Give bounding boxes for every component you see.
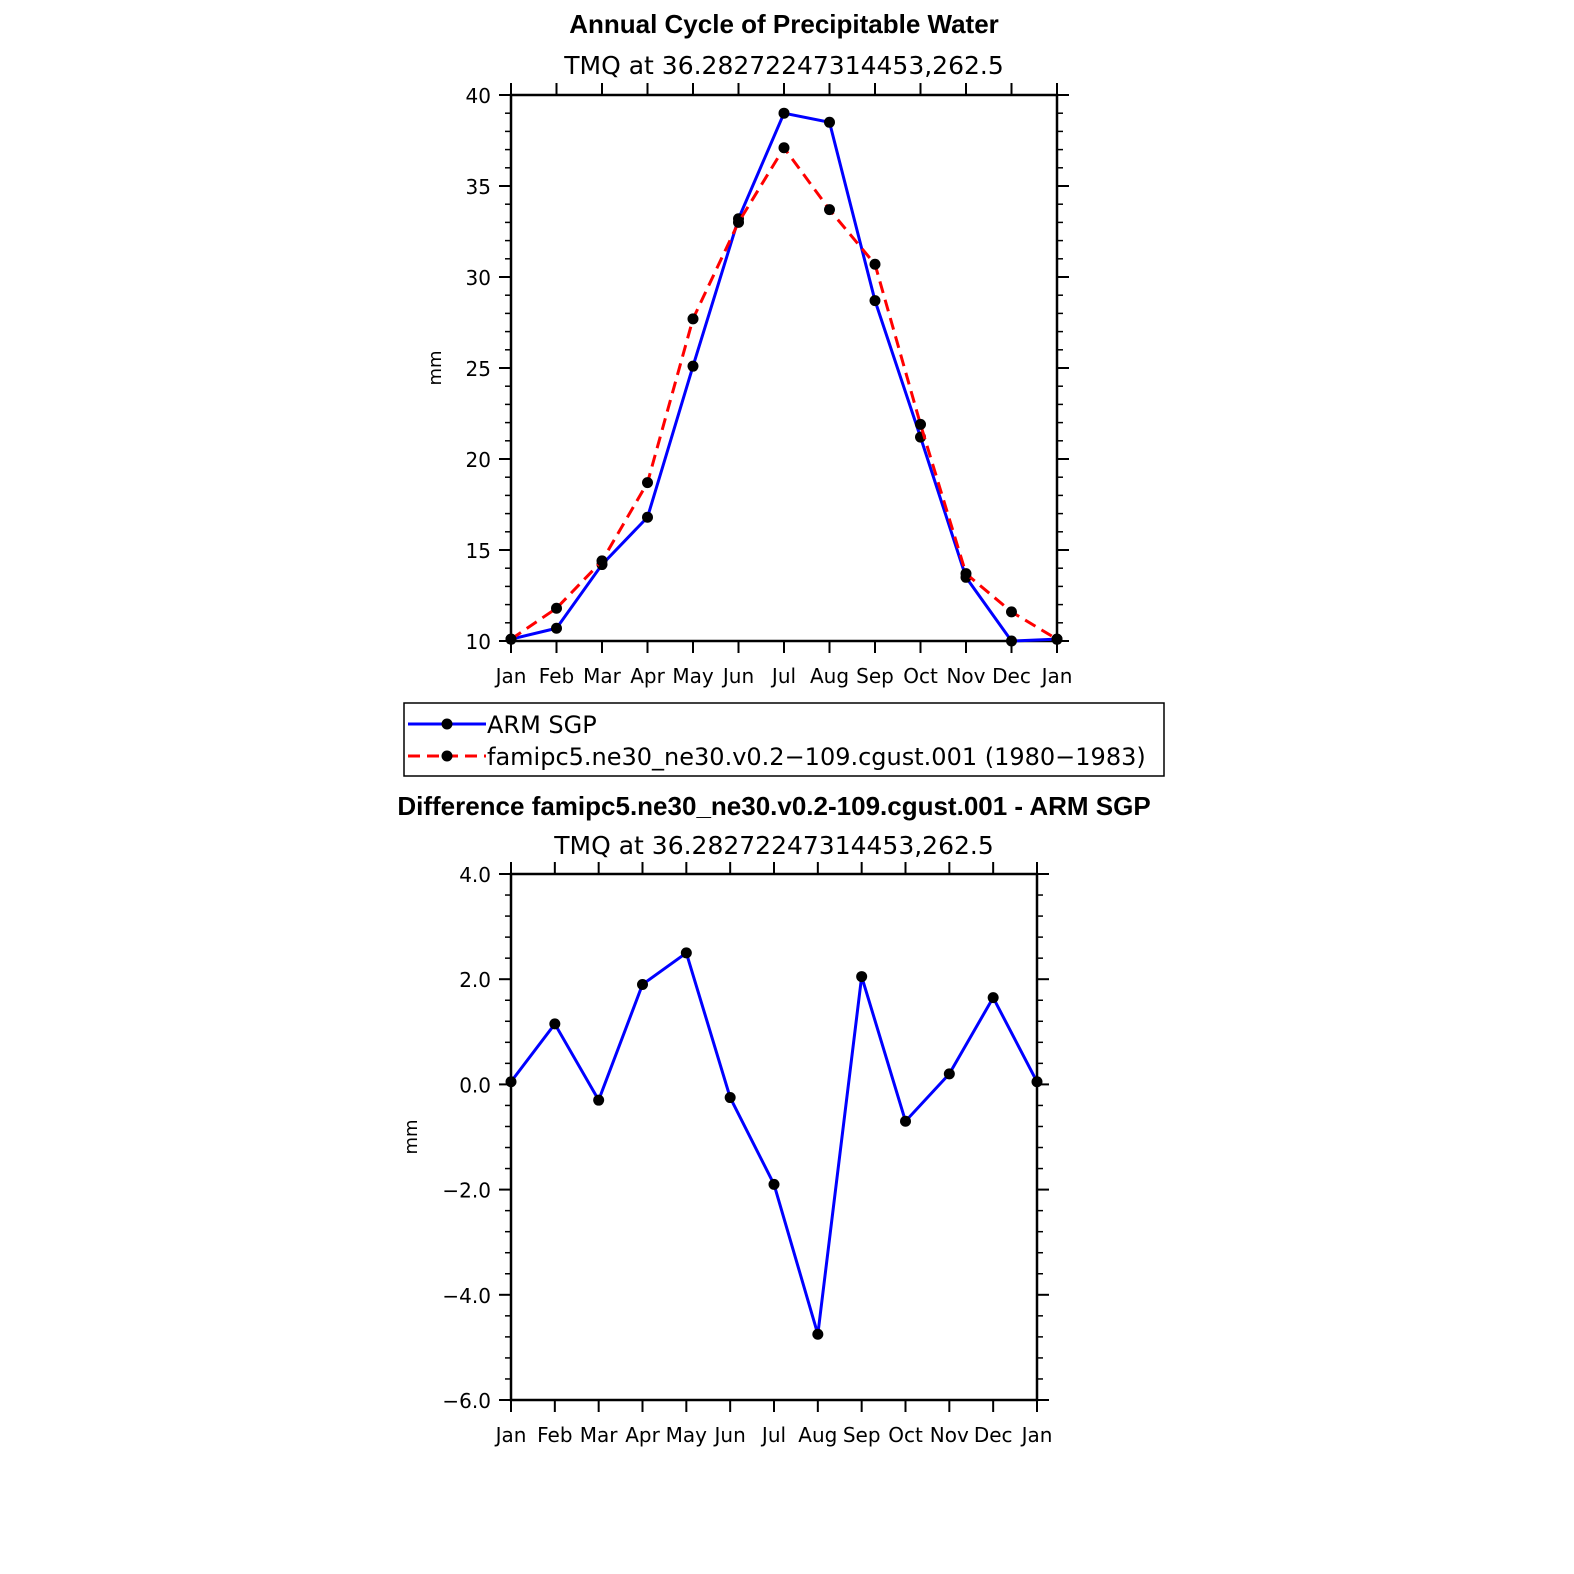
y-tick-label: 35 bbox=[465, 175, 491, 199]
data-point bbox=[769, 1179, 780, 1190]
data-point bbox=[944, 1068, 955, 1079]
series-line bbox=[511, 113, 1057, 641]
legend-swatch-marker bbox=[442, 719, 453, 730]
plot-frame bbox=[511, 95, 1057, 641]
chart-subtitle: TMQ at 36.28272247314453,262.5 bbox=[554, 831, 994, 860]
y-tick-label: 2.0 bbox=[459, 968, 491, 993]
x-tick-label: Aug bbox=[798, 1423, 838, 1447]
x-tick-label: Sep bbox=[856, 664, 894, 688]
data-point bbox=[856, 971, 867, 982]
x-tick-label: Jun bbox=[714, 1423, 746, 1447]
x-tick-label: Jul bbox=[761, 1423, 787, 1447]
legend-entry: ARM SGP bbox=[487, 711, 597, 739]
difference-chart bbox=[397, 791, 1150, 1447]
data-point bbox=[642, 477, 653, 488]
x-tick-label: Feb bbox=[538, 664, 575, 688]
data-point bbox=[988, 992, 999, 1003]
data-point bbox=[593, 1095, 604, 1106]
data-point bbox=[688, 313, 699, 324]
data-point bbox=[1006, 636, 1017, 647]
data-point bbox=[551, 603, 562, 614]
y-tick-label: −6.0 bbox=[442, 1389, 491, 1413]
x-tick-label: Nov bbox=[929, 1423, 969, 1447]
y-tick-label: 0.0 bbox=[459, 1073, 491, 1098]
x-tick-label: Dec bbox=[992, 664, 1031, 688]
data-point bbox=[779, 108, 790, 119]
data-point bbox=[1032, 1076, 1043, 1087]
x-tick-label: Feb bbox=[537, 1423, 573, 1447]
x-tick-label: Jan bbox=[495, 1423, 527, 1447]
y-tick-label: 15 bbox=[465, 539, 491, 563]
x-tick-label: Oct bbox=[903, 664, 938, 688]
x-tick-label: Mar bbox=[583, 664, 621, 688]
x-tick-label: Nov bbox=[946, 664, 986, 688]
y-tick-label: 30 bbox=[465, 266, 491, 290]
data-point bbox=[812, 1329, 823, 1340]
x-tick-label: Oct bbox=[888, 1423, 923, 1447]
legend-entry: famipc5.ne30_ne30.v0.2−109.cgust.001 (1980−1983) bbox=[487, 743, 1146, 771]
x-tick-label: Jan bbox=[1021, 1423, 1053, 1447]
x-tick-label: May bbox=[672, 664, 714, 688]
x-tick-label: Dec bbox=[973, 1423, 1013, 1447]
legend bbox=[404, 703, 1164, 776]
data-point bbox=[961, 568, 972, 579]
data-point bbox=[733, 217, 744, 228]
x-tick-label: Apr bbox=[625, 1423, 660, 1447]
data-point bbox=[1052, 634, 1063, 645]
x-tick-label: Mar bbox=[579, 1423, 618, 1447]
series-line bbox=[511, 953, 1037, 1334]
y-tick-label: 40 bbox=[465, 84, 491, 108]
plot-frame bbox=[511, 874, 1037, 1400]
data-point bbox=[824, 117, 835, 128]
data-point bbox=[506, 1076, 517, 1087]
x-tick-label: Jan bbox=[495, 664, 527, 688]
y-axis-label: mm bbox=[401, 1119, 422, 1155]
x-tick-label: Sep bbox=[842, 1423, 881, 1447]
data-point bbox=[824, 204, 835, 215]
x-tick-label: May bbox=[665, 1423, 708, 1447]
data-point bbox=[688, 361, 699, 372]
y-tick-label: −4.0 bbox=[442, 1283, 491, 1308]
data-point bbox=[870, 259, 881, 270]
annual-cycle-chart bbox=[404, 9, 1164, 776]
y-tick-label: 4.0 bbox=[459, 863, 491, 887]
data-point bbox=[681, 947, 692, 958]
y-tick-label: −2.0 bbox=[442, 1178, 491, 1203]
data-point bbox=[637, 979, 648, 990]
data-point bbox=[870, 295, 881, 306]
chart-subtitle: TMQ at 36.28272247314453,262.5 bbox=[564, 51, 1004, 80]
chart-title: Difference famipc5.ne30_ne30.v0.2-109.cgust.001 - ARM SGP bbox=[397, 791, 1151, 821]
y-tick-label: 10 bbox=[465, 630, 491, 654]
data-point bbox=[779, 142, 790, 153]
data-point bbox=[597, 555, 608, 566]
y-tick-label: 25 bbox=[465, 357, 491, 381]
data-point bbox=[1006, 606, 1017, 617]
x-tick-label: Aug bbox=[809, 664, 850, 688]
data-point bbox=[506, 634, 517, 645]
x-tick-label: Apr bbox=[630, 664, 665, 688]
x-tick-label: Jan bbox=[1041, 664, 1073, 688]
y-axis-label: mm bbox=[425, 350, 446, 386]
legend-swatch-marker bbox=[442, 751, 453, 762]
series-line bbox=[511, 148, 1057, 639]
data-point bbox=[900, 1116, 911, 1127]
data-point bbox=[725, 1092, 736, 1103]
data-point bbox=[549, 1018, 560, 1029]
data-point bbox=[551, 623, 562, 634]
x-tick-label: Jul bbox=[771, 664, 797, 688]
data-point bbox=[642, 512, 653, 523]
y-tick-label: 20 bbox=[465, 448, 491, 472]
chart-title: Annual Cycle of Precipitable Water bbox=[569, 9, 999, 39]
data-point bbox=[915, 419, 926, 430]
x-tick-label: Jun bbox=[722, 664, 755, 688]
